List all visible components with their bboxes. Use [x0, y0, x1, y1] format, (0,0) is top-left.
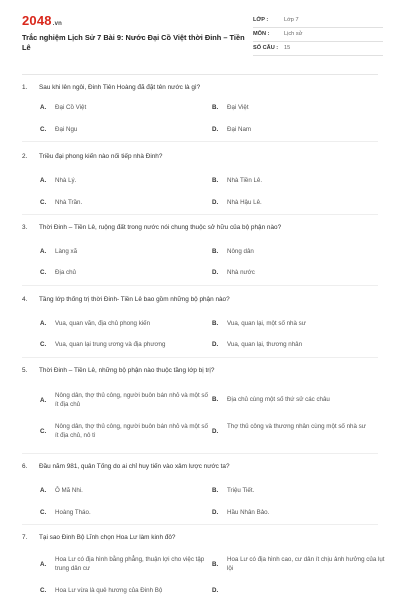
option-text: Đại Ngu [55, 126, 78, 133]
question-prompt: Tại sao Đinh Bộ Lĩnh chọn Hoa Lư làm kinh đô? [39, 534, 176, 541]
question-text [22, 153, 162, 160]
question-divider [22, 524, 378, 525]
question-number: 6. [22, 463, 28, 470]
option-letter: A. [40, 561, 47, 568]
header-divider [22, 74, 378, 75]
question-prompt: Thời Đinh – Tiền Lê, những bộ phận nào thuộc tầng lớp bị trị? [39, 367, 215, 374]
option-letter: C. [40, 199, 47, 206]
question-text [22, 84, 200, 91]
question-prompt: Tầng lớp thống trị thời Đinh- Tiền Lê bao gồm những bộ phận nào? [39, 296, 230, 303]
logo-suffix: .vn [52, 21, 63, 27]
question-divider [22, 285, 378, 286]
option-text: Vua, quan lại, thương nhân [227, 341, 303, 348]
logo-text: 2048 [22, 13, 52, 28]
question-text [22, 296, 230, 303]
option-text: Vua, quan lại, một số nhà sư [227, 320, 306, 327]
question-prompt: Triều đại phong kiến nào nối tiếp nhà Đinh? [39, 153, 163, 160]
option-letter: B. [212, 396, 219, 403]
option-text: Nông dân, thợ thủ công, người buôn bán nhỏ và một số ít địa chủ [55, 392, 208, 408]
info-label: LỚP : [253, 17, 269, 23]
question-text [22, 463, 230, 470]
option-text: Hầu Nhân Bảo. [227, 509, 270, 516]
option-letter: B. [212, 177, 219, 184]
option-letter: A. [40, 104, 47, 111]
info-value: Lịch sử [284, 31, 303, 37]
info-row-subject [253, 28, 383, 42]
question-divider [22, 141, 378, 142]
site-logo[interactable] [22, 13, 62, 28]
option-letter: D. [212, 428, 219, 435]
option-text: Đại Việt [227, 104, 249, 111]
option-text: Đại Nam [227, 126, 252, 133]
question-text [22, 534, 175, 541]
option-text: Triệu Tiết. [227, 487, 255, 494]
page-title: Trắc nghiệm Lịch Sử 7 Bài 9: Nước Đại Cồ Việt thời Đinh – Tiền Lê [22, 33, 245, 52]
option-text: Ô Mã Nhi. [55, 487, 83, 494]
question-text [22, 367, 214, 374]
info-value: Lớp 7 [284, 17, 299, 23]
option-text: Nông dân [227, 248, 254, 255]
option-letter: C. [40, 269, 47, 276]
option-letter: B. [212, 561, 219, 568]
option-text: Đại Cồ Việt [55, 104, 87, 111]
question-number: 4. [22, 296, 28, 303]
question-text [22, 224, 281, 231]
option-text: Hoa Lư vừa là quê hương của Đinh Bộ [55, 587, 163, 594]
info-row-grade [253, 14, 383, 28]
question-number: 2. [22, 153, 28, 160]
option-letter: D. [212, 269, 219, 276]
option-text: Vua, quan lại trung ương và địa phương [55, 341, 166, 348]
option-text: Nhà nước [227, 269, 255, 276]
option-text: Nông dân, thợ thủ công, người buôn bán nhỏ và một số ít địa chủ, nô tì [55, 423, 208, 439]
option-letter: D. [212, 126, 219, 133]
question-number: 7. [22, 534, 28, 541]
question-divider [22, 357, 378, 358]
question-number: 5. [22, 367, 28, 374]
question-number: 1. [22, 84, 28, 91]
option-letter: A. [40, 397, 47, 404]
option-text: Hoa Lư có địa hình cao, cư dân ít chịu ảnh hưởng của lụt lội [227, 556, 385, 572]
option-text: Nhà Trần. [55, 199, 83, 206]
question-number: 3. [22, 224, 28, 231]
option-letter: C. [40, 428, 47, 435]
option-letter: D. [212, 341, 219, 348]
option-text: Hoàng Tháo. [55, 509, 91, 516]
info-label: MÔN : [253, 31, 270, 37]
info-label: SỐ CÂU : [253, 45, 279, 51]
option-letter: B. [212, 487, 219, 494]
option-letter: A. [40, 177, 47, 184]
question-divider [22, 214, 378, 215]
option-letter: B. [212, 104, 219, 111]
option-letter: D. [212, 509, 219, 516]
option-letter: D. [212, 587, 219, 594]
option-letter: A. [40, 320, 47, 327]
option-text: Địa chủ [55, 269, 76, 276]
info-value: 15 [284, 45, 291, 51]
option-text: Nhà Lý. [55, 177, 77, 184]
option-letter: C. [40, 126, 47, 133]
option-letter: B. [212, 320, 219, 327]
option-text: Làng xã [55, 248, 78, 255]
option-text: Nhà Tiền Lê. [227, 177, 263, 184]
option-text: Nhà Hậu Lê. [227, 199, 262, 206]
question-prompt: Thời Đinh – Tiền Lê, ruộng đất trong nước nói chung thuộc sở hữu của bộ phận nào? [39, 224, 282, 231]
question-prompt: Đầu năm 981, quân Tống do ai chỉ huy tiến vào xâm lược nước ta? [39, 463, 230, 470]
option-letter: A. [40, 248, 47, 255]
page-header [0, 0, 400, 72]
option-letter: C. [40, 341, 47, 348]
option-letter: B. [212, 248, 219, 255]
option-letter: C. [40, 509, 47, 516]
question-divider [22, 453, 378, 454]
option-text: Hoa Lư có địa hình bằng phẳng, thuận lợi cho việc tập trung dân cư [55, 556, 205, 572]
option-text: Thợ thủ công và thương nhân cùng một số nhà sư [227, 423, 366, 430]
option-text: Địa chủ cùng một số thứ sử các châu [227, 396, 330, 403]
option-letter: D. [212, 199, 219, 206]
info-row-count [253, 42, 383, 56]
option-letter: A. [40, 487, 47, 494]
info-table [253, 14, 383, 56]
option-text: Vua, quan văn, địa chủ phong kiến [55, 320, 151, 327]
question-prompt: Sau khi lên ngôi, Đinh Tiên Hoàng đã đặt tên nước là gì? [39, 84, 201, 91]
option-letter: C. [40, 587, 47, 594]
